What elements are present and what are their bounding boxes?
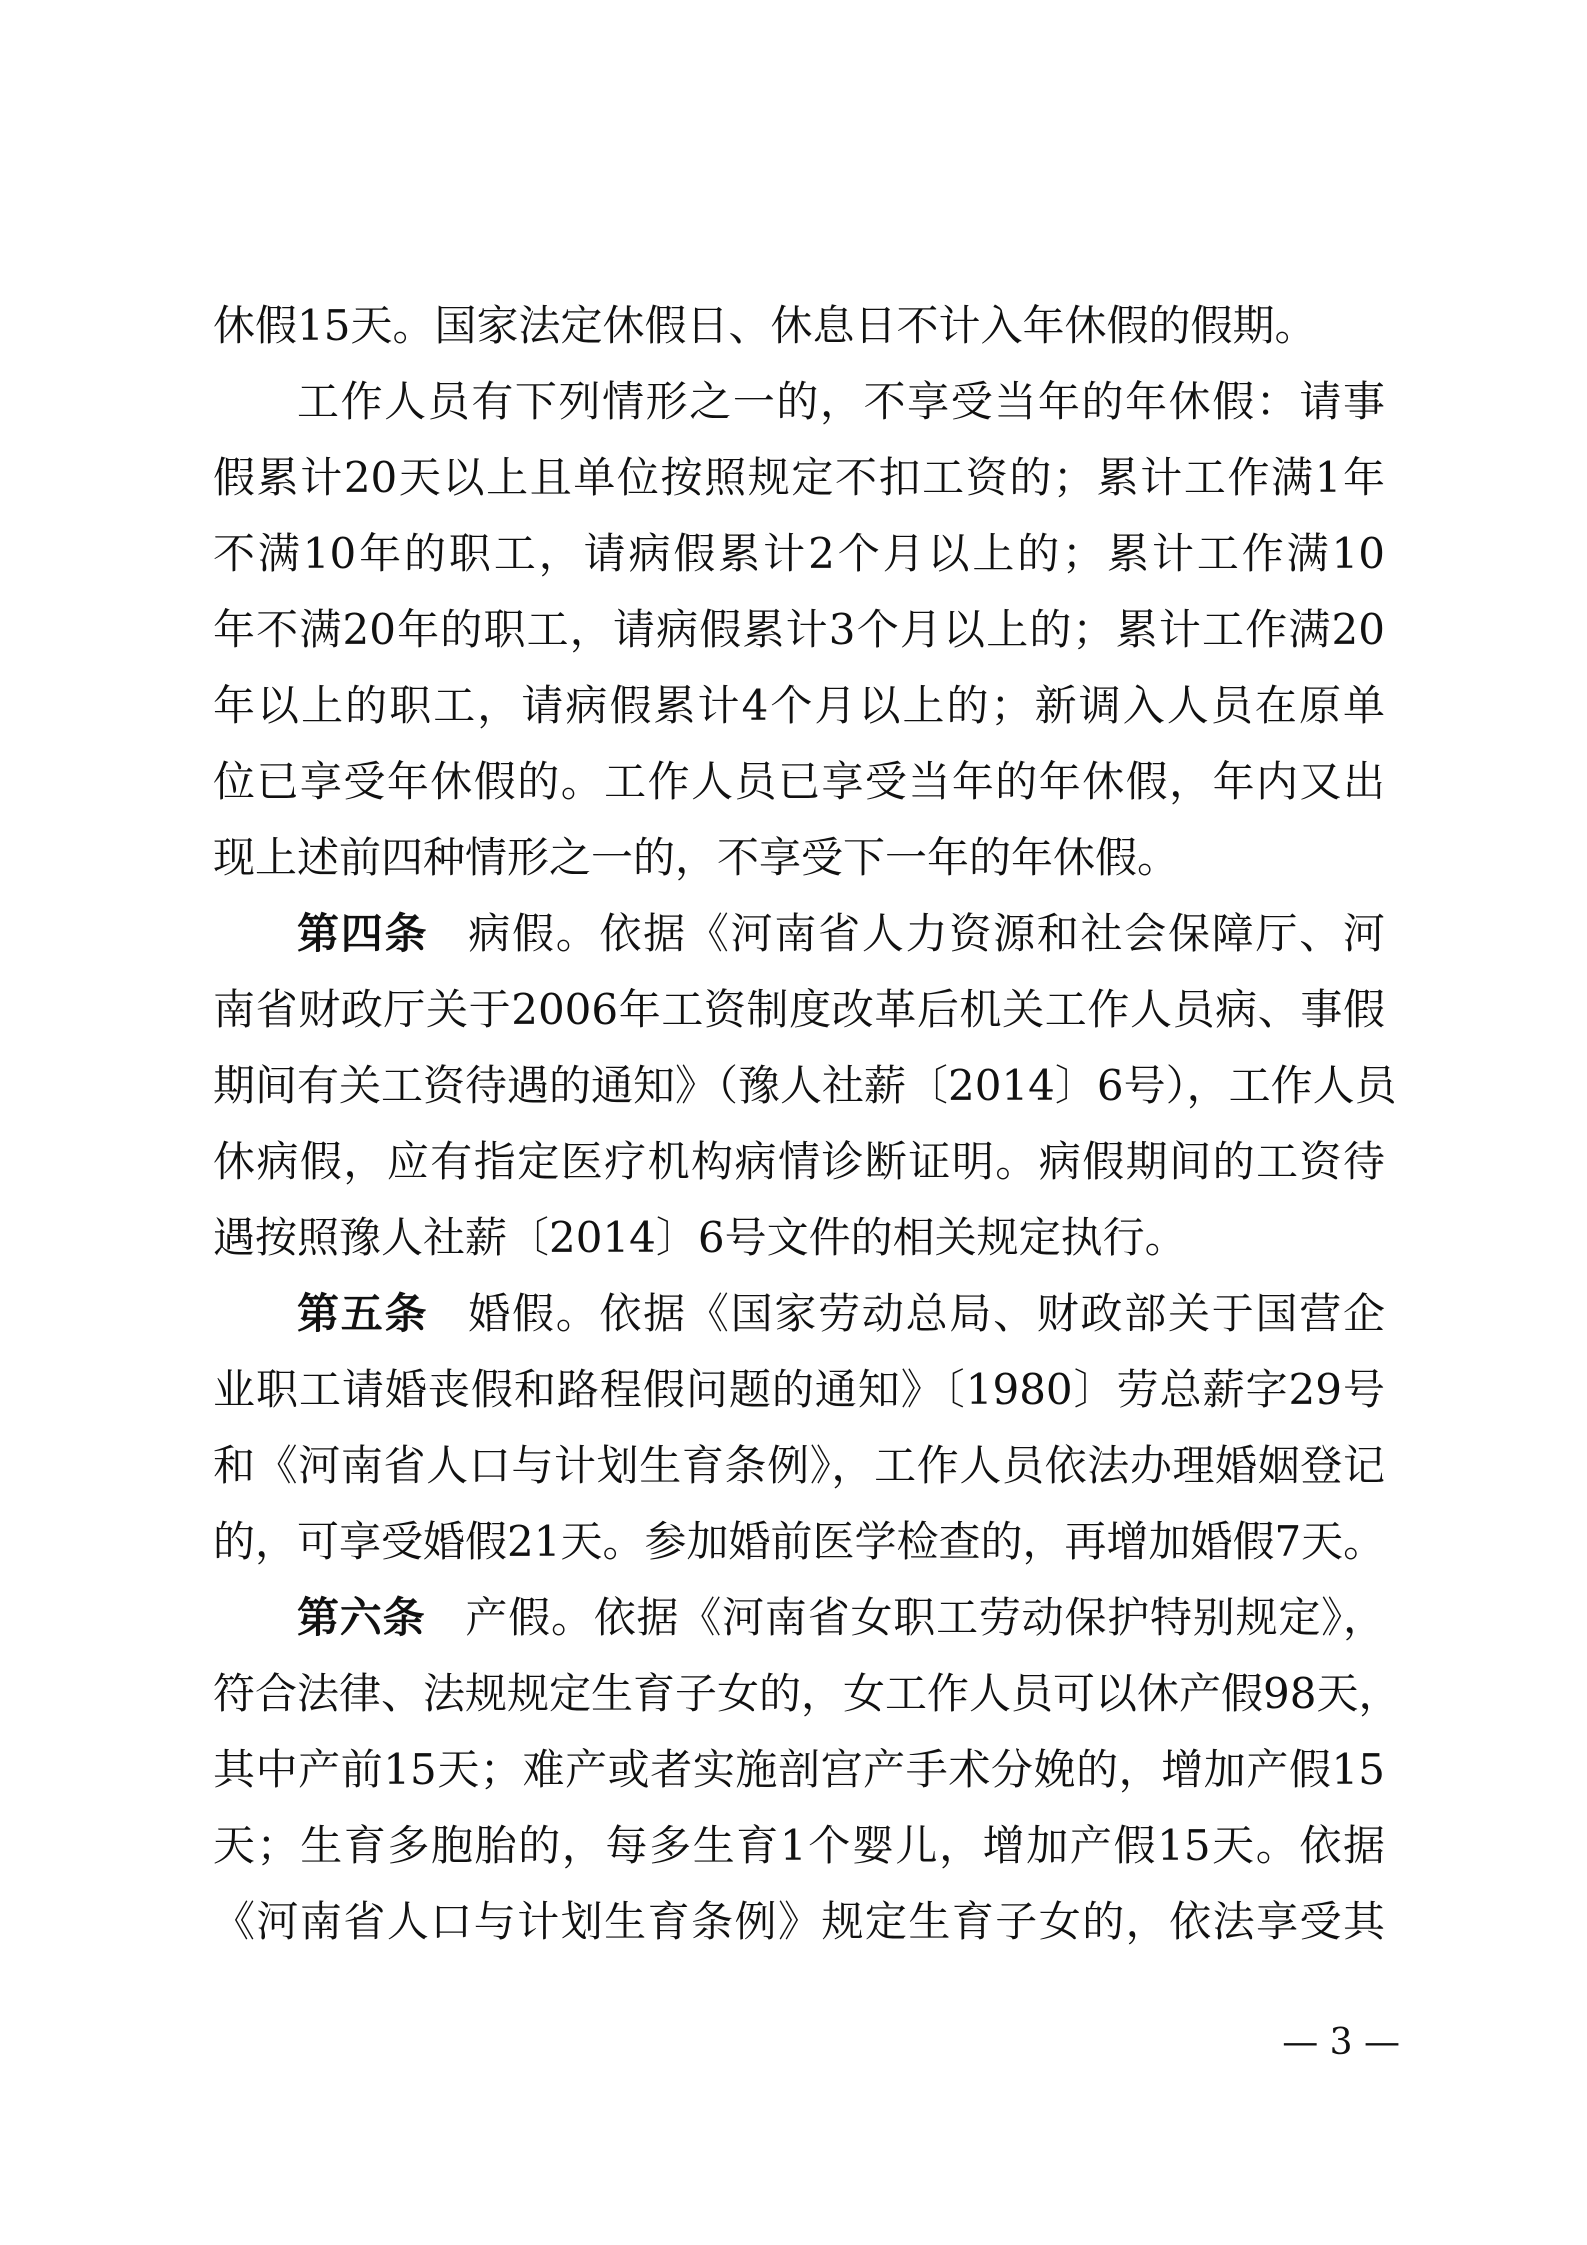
body-line-8: 现上述前四种情形之一的，不享受下一年的年休假。 [213,833,1180,882]
article-6-heading: 第六条 [297,1593,426,1642]
article-4-text: 病假。依据《河南省人力资源和社会保障厅、河 [468,909,1385,958]
document-body [213,288,1401,1960]
body-line-10: 南省财政厅关于2006年工资制度改革后机关工作人员病、事假 [213,985,1385,1034]
body-line-20: 其中产前15天；难产或者实施剖宫产手术分娩的，增加产假15 [213,1745,1385,1794]
body-line-3: 假累计20天以上且单位按照规定不扣工资的；累计工作满1年 [213,453,1385,502]
article-4-heading: 第四条 [297,909,429,958]
body-line-7: 位已享受年休假的。工作人员已享受当年的年休假，年内又出 [213,757,1385,806]
body-line-19: 符合法律、法规规定生育子女的，女工作人员可以休产假98天， [213,1669,1401,1718]
body-line-21: 天；生育多胞胎的，每多生育1个婴儿，增加产假15天。依据 [213,1821,1385,1870]
body-line-12: 休病假，应有指定医疗机构病情诊断证明。病假期间的工资待 [213,1137,1385,1186]
body-line-4: 不满10年的职工，请病假累计2个月以上的；累计工作满10 [213,529,1385,578]
body-line-1: 休假15天。国家法定休假日、休息日不计入年休假的假期。 [213,301,1317,350]
body-line-6: 年以上的职工，请病假累计4个月以上的；新调入人员在原单 [213,681,1385,730]
article-5-text: 婚假。依据《国家劳动总局、财政部关于国营企 [468,1289,1385,1338]
body-line-22: 《河南省人口与计划生育条例》规定生育子女的，依法享受其 [213,1897,1385,1946]
article-6-text: 产假。依据《河南省女职工劳动保护特别规定》， [465,1593,1385,1642]
article-5-line [213,1276,1385,1352]
body-line-15: 业职工请婚丧假和路程假问题的通知》〔1980〕劳总薪字29号 [213,1365,1385,1414]
article-4-line [213,896,1385,972]
body-line-5: 年不满20年的职工，请病假累计3个月以上的；累计工作满20 [213,605,1385,654]
body-line-13: 遇按照豫人社薪〔2014〕6号文件的相关规定执行。 [213,1213,1187,1262]
body-line-2: 工作人员有下列情形之一的，不享受当年的年休假：请事 [297,377,1385,426]
body-line-11: 期间有关工资待遇的通知》（豫人社薪〔2014〕6号），工作人员 [213,1061,1397,1110]
article-6-line [213,1580,1385,1656]
body-line-17: 的，可享受婚假21天。参加婚前医学检查的，再增加婚假7天。 [213,1517,1386,1566]
article-5-heading: 第五条 [297,1289,429,1338]
page-number: — 3 — [1282,2022,1400,2063]
body-line-16: 和《河南省人口与计划生育条例》，工作人员依法办理婚姻登记 [213,1441,1385,1490]
